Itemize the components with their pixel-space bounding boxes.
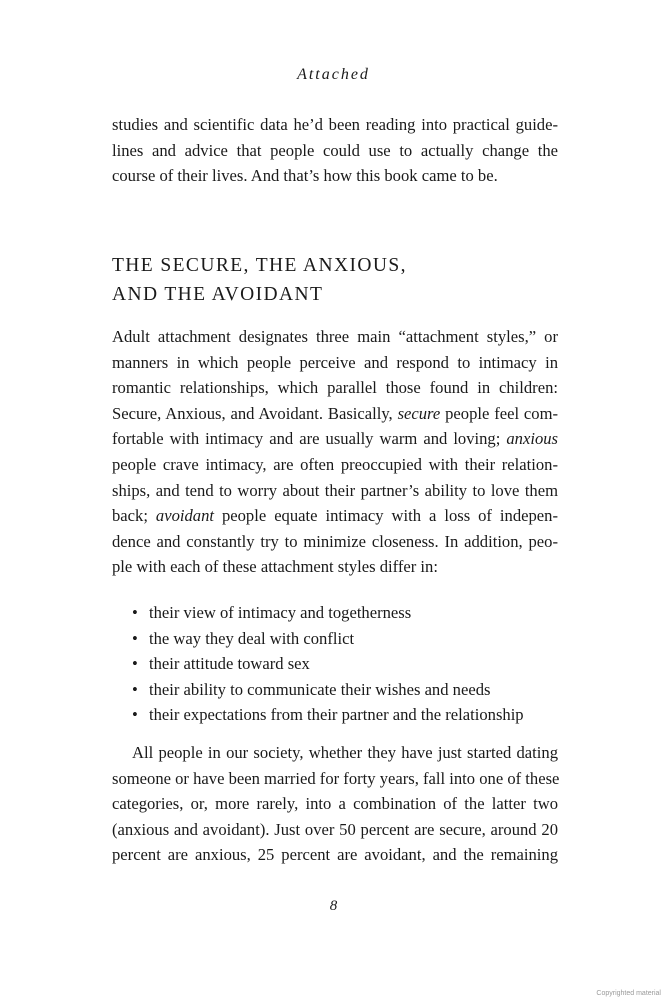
text-line: lines and advice that people could use to actually change the: [112, 140, 558, 160]
text-line: [112, 401, 558, 427]
text-line: someone or have been married for forty years, fall into one of these: [112, 768, 560, 788]
emphasis-anxious: anxious: [506, 429, 558, 449]
text-run: people equate intimacy with a loss of indepen-: [214, 506, 558, 526]
text-line: manners in which people perceive and respond to intimacy in: [112, 352, 558, 372]
paragraph-attachment-styles: [112, 324, 558, 580]
text-line: people crave intimacy, are often preoccupied with their relation-: [112, 454, 558, 474]
emphasis-avoidant: avoidant: [155, 506, 214, 526]
text-line: categories, or, more rarely, into a combination of the latter two: [112, 794, 558, 814]
paragraph-prevalence: [112, 740, 558, 868]
copyright-notice: Copyrighted material: [596, 990, 661, 997]
text-line: ple with each of these attachment styles differ in:: [112, 557, 438, 577]
text-line: [112, 426, 558, 452]
text-run: people feel com-: [440, 403, 559, 423]
section-heading-line: THE SECURE, THE ANXIOUS,: [112, 255, 407, 276]
text-run: back;: [112, 506, 156, 526]
text-line: All people in our society, whether they have just started dating: [132, 743, 558, 762]
section-heading-line: AND THE AVOIDANT: [112, 284, 324, 305]
paragraph-intro: [112, 112, 558, 189]
section-heading: [112, 251, 407, 309]
list-item: • the way they deal with conflict: [132, 626, 572, 652]
text-line: romantic relationships, which parallel those found in children:: [112, 378, 558, 398]
bullet-list: [132, 600, 572, 728]
running-head: Attached: [297, 66, 370, 83]
page-number: 8: [329, 898, 338, 914]
emphasis-secure: secure: [397, 403, 441, 423]
text-line: percent are anxious, 25 percent are avoidant, and the remaining: [112, 845, 558, 865]
text-line: Adult attachment designates three main “attachment styles,” or: [112, 327, 558, 346]
text-line: dence and constantly try to minimize closeness. In addition, peo-: [112, 531, 558, 551]
text-line: ships, and tend to worry about their partner’s ability to love them: [112, 480, 558, 500]
text-line: (anxious and avoidant). Just over 50 percent are secure, around 20: [112, 819, 558, 839]
text-run: fortable with intimacy and are usually warm and loving;: [112, 429, 507, 449]
text-line: studies and scientific data he’d been reading into practical guide-: [112, 115, 558, 134]
list-item: • their view of intimacy and togetherness: [132, 600, 572, 626]
text-line: course of their lives. And that’s how this book came to be.: [112, 166, 498, 186]
text-line: [112, 503, 558, 529]
list-item: • their ability to communicate their wishes and needs: [132, 677, 572, 703]
list-item: • their expectations from their partner and the relationship: [132, 702, 572, 728]
text-run: Secure, Anxious, and Avoidant. Basically,: [112, 403, 398, 423]
list-item: • their attitude toward sex: [132, 651, 572, 677]
